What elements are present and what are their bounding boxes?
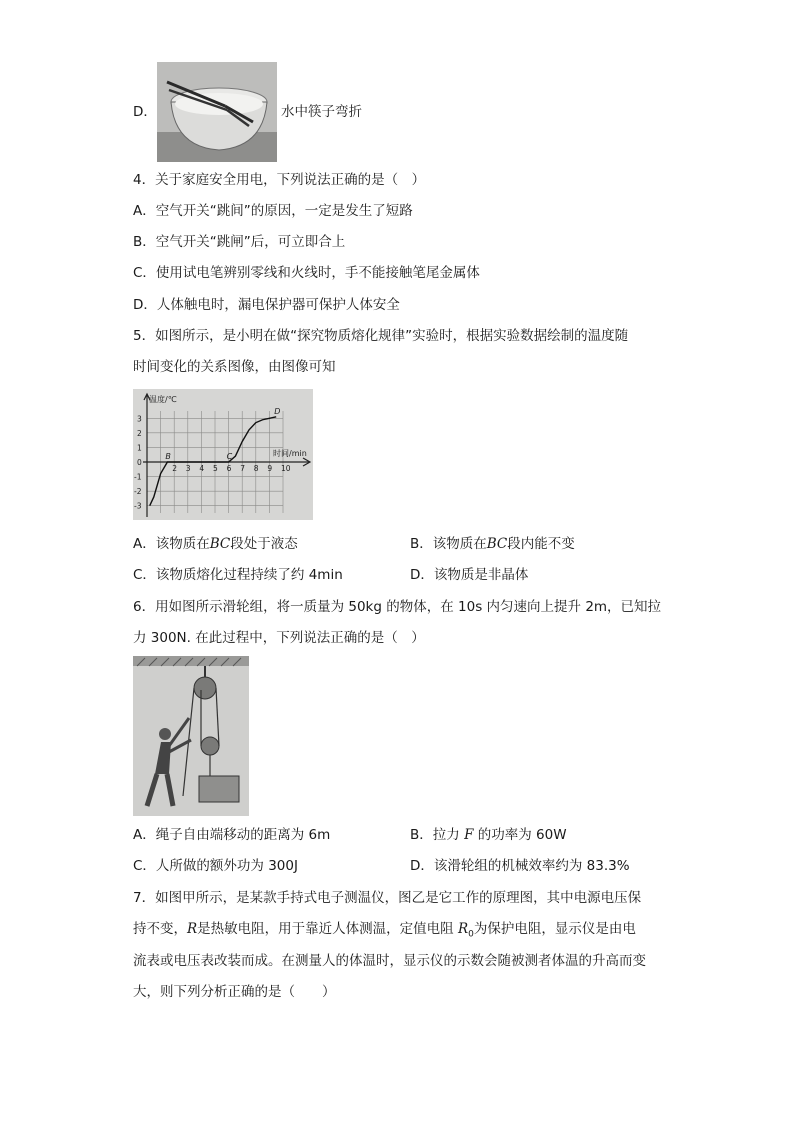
q6-option-d: D．该滑轮组的机械效率约为 83.3% xyxy=(410,858,630,874)
q7-stem-line3: 流表或电压表改装而成。在测量人的体温时，显示仪的示数会随被测者体温的升高而变 xyxy=(133,953,646,969)
q4-option-d: D．人体触电时，漏电保护器可保护人体安全 xyxy=(133,297,400,313)
q6-stem-line2: 力 300N. 在此过程中，下列说法正确的是（ ） xyxy=(133,630,425,646)
q5-option-d: D．该物质是非晶体 xyxy=(410,567,529,583)
x-tick-6: 6 xyxy=(226,464,232,473)
q4-option-a: A．空气开关“跳间”的原因，一定是发生了短路 xyxy=(133,203,413,219)
x-tick-3: 3 xyxy=(185,464,191,473)
x-tick-5: 5 xyxy=(213,464,218,473)
x-tick-4: 4 xyxy=(199,464,205,473)
y-tick-1: 1 xyxy=(137,443,142,453)
point-label-d: D xyxy=(274,406,281,416)
point-label-c: C xyxy=(226,452,233,461)
y-tick-0: 0 xyxy=(137,458,142,467)
x-tick-9: 9 xyxy=(267,464,273,473)
y-tick-3: 3 xyxy=(137,414,142,424)
y-tick-neg3: -3 xyxy=(134,501,142,511)
q6-option-a: A．绳子自由端移动的距离为 6m xyxy=(133,827,331,843)
y-tick-neg1: -1 xyxy=(134,472,142,482)
q7-stem-line4: 大，则下列分析正确的是（ ） xyxy=(133,984,336,1000)
q4-option-c: C．使用试电笔辨别零线和火线时，手不能接触笔尾金属体 xyxy=(133,265,480,281)
pulley-photo xyxy=(133,656,249,816)
q3-option-d-label: D． xyxy=(133,104,157,120)
x-axis-label: 时间/min xyxy=(273,449,307,458)
q5-option-b: B．该物质在BC段内能不变 xyxy=(410,536,575,552)
x-tick-2: 2 xyxy=(172,464,177,473)
q5-stem-line2: 时间变化的关系图像，由图像可知 xyxy=(133,359,336,375)
point-label-b: B xyxy=(165,452,171,461)
q5-option-c: C．该物质熔化过程持续了约 4min xyxy=(133,567,343,583)
q7-stem-line2: 持不变，R是热敏电阻，用于靠近人体测温，定值电阻 $R_0$为保护电阻，显示仪是由电 xyxy=(133,921,636,940)
x-tick-8: 8 xyxy=(253,464,259,473)
q5-stem-line1: 5．如图所示，是小明在做“探究物质熔化规律”实验时，根据实验数据绘制的温度随 xyxy=(133,328,629,344)
bowl-chopsticks-photo xyxy=(157,62,277,162)
q3-option-d-text: 水中筷子弯折 xyxy=(281,104,362,120)
q6-option-c: C．人所做的额外功为 300J xyxy=(133,858,298,874)
x-tick-7: 7 xyxy=(240,464,245,473)
x-tick-10: 10 xyxy=(281,464,291,473)
q5-option-a: A．该物质在BC段处于液态 xyxy=(133,536,298,552)
y-tick-neg2: -2 xyxy=(134,487,142,497)
y-tick-2: 2 xyxy=(137,428,142,438)
q6-stem-line1: 6．用如图所示滑轮组，将一质量为 50kg 的物体，在 10s 内匀速向上提升 2m，已知拉 xyxy=(133,599,662,615)
y-axis-label: 温度/℃ xyxy=(149,395,177,404)
q4-stem: 4．关于家庭安全用电，下列说法正确的是（ ） xyxy=(133,172,426,188)
q6-option-b: B．拉力 F 的功率为 60W xyxy=(410,827,567,843)
q7-stem-line1: 7．如图甲所示，是某款手持式电子测温仪，图乙是它工作的原理图，其中电源电压保 xyxy=(133,890,642,906)
melting-chart xyxy=(133,389,313,520)
q4-option-b: B．空气开关“跳闸”后，可立即合上 xyxy=(133,234,346,250)
